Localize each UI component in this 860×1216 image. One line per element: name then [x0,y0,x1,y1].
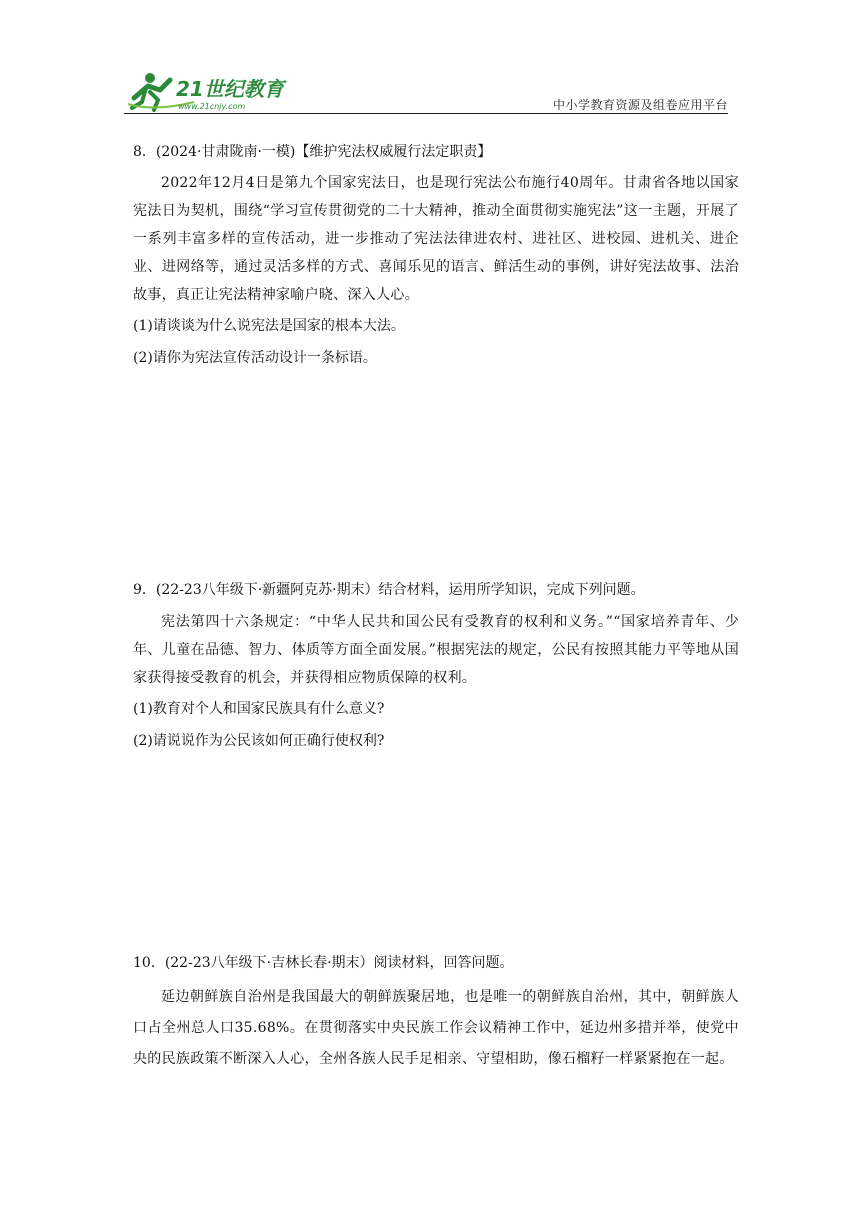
question-title: 8．(2024·甘肃陇南·一模)【维护宪法权威履行法定职责】 [133,144,492,160]
logo-21cnjy [124,68,294,112]
question-material: 宪法第四十六条规定：“中华人民共和国公民有受教育的权利和义务。”“国家培养青年、少年、儿童在品德、智力、体质等方面全面发展。”根据宪法的规定，公民有按照其能力平等地从国家获得接受教育的机会，并获得相应物质保障的权利。 [133,614,739,686]
question-material: 延边朝鲜族自治州是我国最大的朝鲜族聚居地，也是唯一的朝鲜族自治州，其中，朝鲜族人口占全州总人口35.68%。在贯彻落实中央民族工作会议精神工作中，延边州多措并举，使党中央的民族政策不断深入人心，全州各族人民手足相亲、守望相助，像石榴籽一样紧紧抱在一起。 [133,989,739,1067]
platform-name: 中小学教育资源及组卷应用平台 [552,98,728,112]
sub-question: (1)教育对个人和国家民族具有什么意义? [133,701,385,717]
question-8 [133,138,739,372]
sub-question: (2)请说说作为公民该如何正确行使权利? [133,733,385,749]
header-divider [124,113,728,114]
sub-question: (2)请你为宪法宣传活动设计一条标语。 [133,350,377,366]
question-material: 2022年12月4日是第九个国家宪法日，也是现行宪法公布施行40周年。甘肃省各地以国家宪法日为契机，围绕“学习宣传贯彻党的二十大精神，推动全面贯彻实施宪法”这一主题，开展了一系列丰富多样的宣传活动，进一步推动了宪法法律进农村、进社区、进校园、进机关、进企业、进网络等，通过灵活多样的方式、喜闻乐见的语言、鲜活生动的事例，讲好宪法故事、法治故事，真正让宪法精神家喻户晓、深入人心。 [133,175,739,303]
page-header [124,68,728,114]
question-title: 9．(22-23八年级下·新疆阿克苏·期末）结合材料，运用所学知识，完成下列问题。 [133,582,645,598]
question-9 [133,576,739,755]
sub-question: (1)请谈谈为什么说宪法是国家的根本大法。 [133,318,405,334]
svg-text:www.21cnjy.com: www.21cnjy.com [178,102,246,111]
question-title: 10．(22-23八年级下·吉林长春·期末）阅读材料，回答问题。 [133,955,514,971]
svg-text:21世纪教育: 21世纪教育 [176,77,284,101]
question-10 [133,949,739,1075]
